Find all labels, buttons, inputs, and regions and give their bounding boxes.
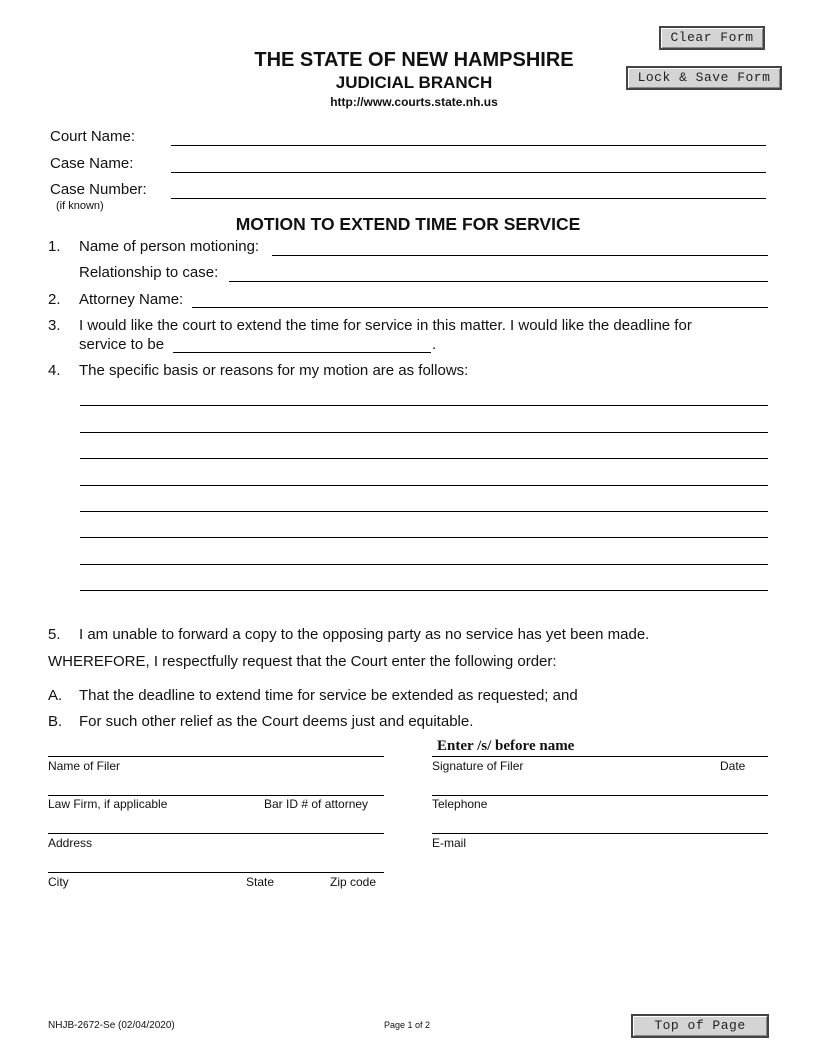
- case-number-label: Case Number:: [50, 181, 147, 198]
- address-field[interactable]: [48, 833, 384, 834]
- signature-of-filer-label: Signature of Filer: [432, 759, 524, 773]
- reasons-line[interactable]: [80, 458, 768, 459]
- order-a-text: That the deadline to extend time for service be extended as requested; and: [79, 687, 578, 704]
- order-a-letter: A.: [48, 687, 63, 704]
- reasons-line[interactable]: [80, 485, 768, 486]
- person-motioning-field[interactable]: [272, 255, 768, 256]
- telephone-field[interactable]: [432, 795, 768, 796]
- signature-hint: Enter /s/ before name: [437, 738, 575, 754]
- item-1-number: 1.: [48, 238, 61, 255]
- name-of-filer-field[interactable]: [48, 756, 384, 757]
- lock-save-form-button[interactable]: Lock & Save Form: [626, 66, 782, 90]
- law-firm-label: Law Firm, if applicable: [48, 797, 168, 811]
- item-5-number: 5.: [48, 626, 61, 643]
- state-label: State: [246, 875, 275, 889]
- attorney-name-label: Attorney Name:: [79, 291, 184, 308]
- top-of-page-button[interactable]: Top of Page: [631, 1014, 769, 1038]
- item-2-number: 2.: [48, 291, 61, 308]
- city-label: City: [48, 875, 69, 889]
- case-name-label: Case Name:: [50, 155, 134, 172]
- reasons-line[interactable]: [80, 405, 768, 406]
- telephone-label: Telephone: [432, 797, 488, 811]
- person-motioning-label: Name of person motioning:: [79, 238, 260, 255]
- wherefore-text: WHEREFORE, I respectfully request that the Court enter the following order:: [48, 653, 557, 670]
- item-5-text: I am unable to forward a copy to the opposing party as no service has yet been made.: [79, 626, 650, 643]
- order-b-text: For such other relief as the Court deems just and equitable.: [79, 713, 474, 730]
- date-label: Date: [720, 759, 746, 773]
- item-4-text: The specific basis or reasons for my motion are as follows:: [79, 362, 469, 379]
- court-url: http://www.courts.state.nh.us: [330, 95, 498, 109]
- branch-title: JUDICIAL BRANCH: [335, 73, 493, 92]
- state-title: THE STATE OF NEW HAMPSHIRE: [254, 49, 574, 71]
- city-state-zip-field[interactable]: [48, 872, 384, 873]
- case-name-field[interactable]: [171, 172, 766, 173]
- court-name-field[interactable]: [171, 145, 766, 146]
- item-3-period: .: [432, 336, 437, 353]
- item-3-text-cont: service to be: [79, 336, 165, 353]
- email-label: E-mail: [432, 836, 467, 850]
- law-firm-field[interactable]: [48, 795, 384, 796]
- reasons-line[interactable]: [80, 564, 768, 565]
- service-deadline-field[interactable]: [173, 352, 431, 353]
- item-4-number: 4.: [48, 362, 61, 379]
- reasons-line[interactable]: [80, 537, 768, 538]
- reasons-line[interactable]: [80, 590, 768, 591]
- name-of-filer-label: Name of Filer: [48, 759, 121, 773]
- reasons-line[interactable]: [80, 511, 768, 512]
- relationship-field[interactable]: [229, 281, 768, 282]
- order-b-letter: B.: [48, 713, 63, 730]
- relationship-label: Relationship to case:: [79, 264, 219, 281]
- form-title: MOTION TO EXTEND TIME FOR SERVICE: [235, 214, 581, 234]
- item-3-text: I would like the court to extend the time for service in this matter. I would like the deadline for: [79, 317, 692, 334]
- bar-id-label: Bar ID # of attorney: [264, 797, 369, 811]
- reasons-line[interactable]: [80, 432, 768, 433]
- zip-code-label: Zip code: [330, 875, 377, 889]
- page-number: Page 1 of 2: [384, 1020, 431, 1030]
- attorney-name-field[interactable]: [192, 307, 768, 308]
- clear-form-button[interactable]: Clear Form: [659, 26, 765, 50]
- form-id: NHJB-2672-Se (02/04/2020): [48, 1020, 175, 1031]
- court-name-label: Court Name:: [50, 128, 136, 145]
- signature-field[interactable]: [432, 756, 768, 757]
- address-label: Address: [48, 836, 93, 850]
- case-number-field[interactable]: [171, 198, 766, 199]
- if-known-note: (if known): [56, 200, 104, 212]
- email-field[interactable]: [432, 833, 768, 834]
- item-3-number: 3.: [48, 317, 61, 334]
